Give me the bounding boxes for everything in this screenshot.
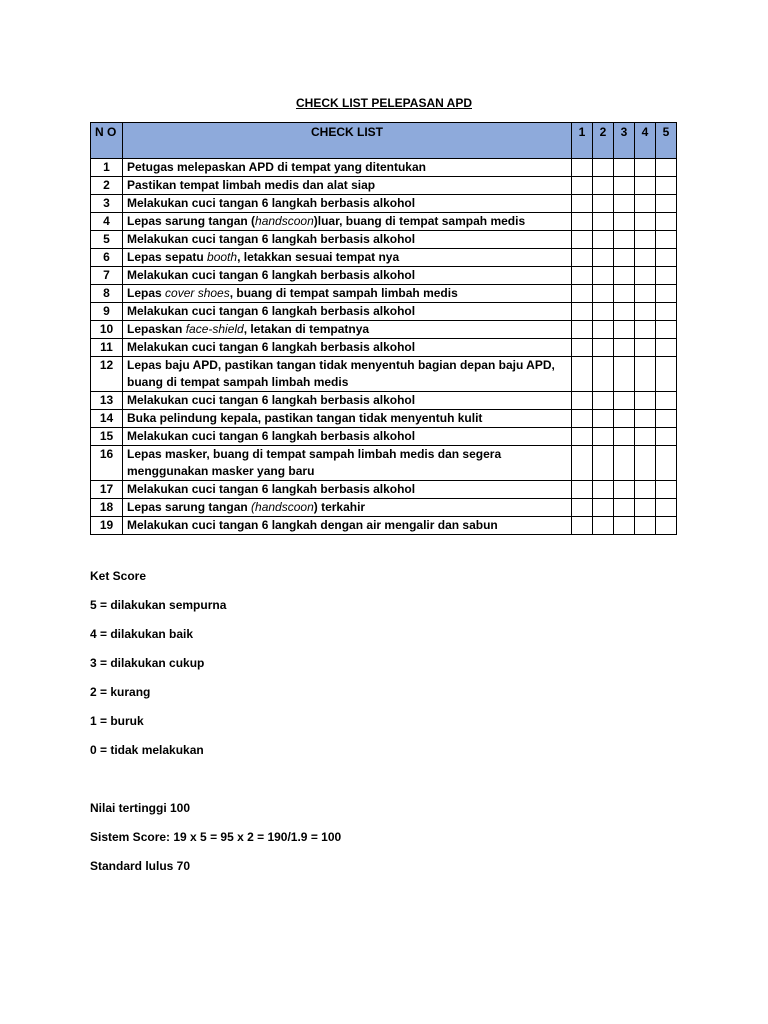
score-cell-1[interactable] (572, 446, 593, 481)
row-number: 17 (91, 481, 123, 499)
score-cell-4[interactable] (635, 195, 656, 213)
score-cell-4[interactable] (635, 321, 656, 339)
score-cell-2[interactable] (593, 321, 614, 339)
description-text: Lepas (127, 286, 166, 300)
score-cell-5[interactable] (656, 285, 677, 303)
header-checklist: CHECK LIST (123, 123, 572, 159)
score-cell-2[interactable] (593, 177, 614, 195)
row-description (123, 267, 572, 285)
score-cell-2[interactable] (593, 392, 614, 410)
score-cell-3[interactable] (614, 357, 635, 392)
score-cell-3[interactable] (614, 517, 635, 535)
table-row (91, 195, 677, 213)
score-cell-4[interactable] (635, 267, 656, 285)
description-text: Pastikan tempat limbah medis dan alat siap (127, 178, 376, 192)
max-score-note: Nilai tertinggi 100 (90, 801, 191, 815)
score-cell-2[interactable] (593, 195, 614, 213)
score-cell-2[interactable] (593, 249, 614, 267)
score-cell-2[interactable] (593, 357, 614, 392)
score-cell-1[interactable] (572, 177, 593, 195)
score-cell-5[interactable] (656, 249, 677, 267)
row-description (123, 481, 572, 499)
table-row (91, 285, 677, 303)
row-description (123, 499, 572, 517)
description-text: Lepaskan (127, 322, 186, 336)
score-cell-5[interactable] (656, 446, 677, 481)
italic-term: handscoon (255, 214, 314, 228)
score-cell-4[interactable] (635, 392, 656, 410)
table-row (91, 303, 677, 321)
score-cell-5[interactable] (656, 357, 677, 392)
score-cell-1[interactable] (572, 481, 593, 499)
row-description (123, 339, 572, 357)
score-cell-4[interactable] (635, 446, 656, 481)
checklist-table (90, 122, 677, 535)
score-cell-1[interactable] (572, 517, 593, 535)
row-number: 7 (91, 267, 123, 285)
row-number: 14 (91, 410, 123, 428)
score-cell-5[interactable] (656, 321, 677, 339)
score-cell-3[interactable] (614, 499, 635, 517)
description-text: Lepas sarung tangan ( (127, 214, 256, 228)
score-cell-3[interactable] (614, 285, 635, 303)
score-cell-5[interactable] (656, 267, 677, 285)
score-cell-1[interactable] (572, 285, 593, 303)
score-cell-1[interactable] (572, 249, 593, 267)
header-score-4: 4 (635, 123, 656, 159)
table-row (91, 249, 677, 267)
description-text: Melakukan cuci tangan 6 langkah berbasis alkohol (127, 304, 416, 318)
row-number: 5 (91, 231, 123, 249)
score-cell-5[interactable] (656, 303, 677, 321)
table-row (91, 339, 677, 357)
score-cell-4[interactable] (635, 231, 656, 249)
score-cell-2[interactable] (593, 303, 614, 321)
row-description (123, 446, 572, 481)
table-header-row (91, 123, 677, 159)
score-cell-3[interactable] (614, 159, 635, 177)
table-row (91, 231, 677, 249)
score-cell-3[interactable] (614, 339, 635, 357)
row-description (123, 303, 572, 321)
passing-standard-note: Standard lulus 70 (90, 859, 191, 873)
description-text: Melakukan cuci tangan 6 langkah berbasis alkohol (127, 482, 416, 496)
row-number: 9 (91, 303, 123, 321)
row-description (123, 517, 572, 535)
table-row (91, 517, 677, 535)
score-cell-2[interactable] (593, 446, 614, 481)
score-cell-3[interactable] (614, 428, 635, 446)
score-cell-4[interactable] (635, 357, 656, 392)
row-description (123, 410, 572, 428)
legend-heading: Ket Score (90, 569, 147, 583)
row-number: 1 (91, 159, 123, 177)
table-row (91, 177, 677, 195)
table-row (91, 357, 677, 392)
row-number: 12 (91, 357, 123, 392)
description-text: Lepas masker, buang di tempat sampah limbah medis dan segera menggunakan masker yang baru (127, 447, 502, 478)
score-cell-1[interactable] (572, 357, 593, 392)
score-cell-4[interactable] (635, 339, 656, 357)
description-text: Melakukan cuci tangan 6 langkah berbasis alkohol (127, 393, 416, 407)
score-cell-1[interactable] (572, 213, 593, 231)
score-cell-1[interactable] (572, 339, 593, 357)
score-cell-5[interactable] (656, 231, 677, 249)
description-text: Melakukan cuci tangan 6 langkah dengan air mengalir dan sabun (127, 518, 498, 532)
score-cell-3[interactable] (614, 392, 635, 410)
score-cell-3[interactable] (614, 481, 635, 499)
score-cell-1[interactable] (572, 428, 593, 446)
legend-item: 5 = dilakukan sempurna (90, 598, 227, 612)
score-cell-1[interactable] (572, 267, 593, 285)
score-cell-1[interactable] (572, 231, 593, 249)
table-row (91, 481, 677, 499)
score-cell-5[interactable] (656, 177, 677, 195)
table-row (91, 410, 677, 428)
score-cell-2[interactable] (593, 213, 614, 231)
header-score-3: 3 (614, 123, 635, 159)
score-cell-5[interactable] (656, 159, 677, 177)
table-row (91, 499, 677, 517)
score-cell-1[interactable] (572, 392, 593, 410)
page-title: CHECK LIST PELEPASAN APD (295, 96, 472, 110)
score-cell-4[interactable] (635, 517, 656, 535)
score-cell-3[interactable] (614, 195, 635, 213)
score-cell-4[interactable] (635, 285, 656, 303)
score-cell-3[interactable] (614, 303, 635, 321)
row-number: 3 (91, 195, 123, 213)
score-cell-2[interactable] (593, 481, 614, 499)
legend-item: 4 = dilakukan baik (90, 627, 194, 641)
description-text: , buang di tempat sampah limbah medis (229, 286, 458, 300)
score-cell-5[interactable] (656, 517, 677, 535)
score-cell-5[interactable] (656, 339, 677, 357)
score-cell-4[interactable] (635, 177, 656, 195)
row-number: 15 (91, 428, 123, 446)
description-text: Buka pelindung kepala, pastikan tangan tidak menyentuh kulit (127, 411, 483, 425)
description-text: )luar, buang di tempat sampah medis (313, 214, 526, 228)
description-text: Petugas melepaskan APD di tempat yang ditentukan (127, 160, 426, 174)
row-number: 18 (91, 499, 123, 517)
italic-term: booth (207, 250, 238, 264)
score-cell-2[interactable] (593, 499, 614, 517)
table-row (91, 428, 677, 446)
score-cell-3[interactable] (614, 177, 635, 195)
row-number: 6 (91, 249, 123, 267)
header-no: N O (91, 123, 123, 159)
score-cell-4[interactable] (635, 428, 656, 446)
score-cell-5[interactable] (656, 195, 677, 213)
score-cell-5[interactable] (656, 481, 677, 499)
row-description (123, 159, 572, 177)
description-text: , letakkan sesuai tempat nya (237, 250, 400, 264)
score-cell-1[interactable] (572, 303, 593, 321)
description-text: Melakukan cuci tangan 6 langkah berbasis alkohol (127, 268, 416, 282)
table-row (91, 446, 677, 481)
score-cell-2[interactable] (593, 231, 614, 249)
score-cell-2[interactable] (593, 267, 614, 285)
score-cell-1[interactable] (572, 195, 593, 213)
score-cell-1[interactable] (572, 159, 593, 177)
row-description (123, 285, 572, 303)
table-row (91, 159, 677, 177)
score-cell-4[interactable] (635, 159, 656, 177)
row-number: 8 (91, 285, 123, 303)
row-description (123, 231, 572, 249)
score-cell-2[interactable] (593, 285, 614, 303)
score-cell-5[interactable] (656, 428, 677, 446)
score-cell-4[interactable] (635, 249, 656, 267)
row-number: 10 (91, 321, 123, 339)
description-text: Lepas sarung tangan (127, 500, 252, 514)
score-cell-4[interactable] (635, 481, 656, 499)
score-cell-4[interactable] (635, 499, 656, 517)
score-cell-2[interactable] (593, 159, 614, 177)
row-number: 2 (91, 177, 123, 195)
score-cell-2[interactable] (593, 410, 614, 428)
row-description (123, 249, 572, 267)
score-cell-1[interactable] (572, 499, 593, 517)
score-cell-4[interactable] (635, 410, 656, 428)
italic-term: face-shield (185, 322, 244, 336)
table-row (91, 321, 677, 339)
description-text: Lepas baju APD, pastikan tangan tidak menyentuh bagian depan baju APD, buang di tempat sampah limbah medis (127, 358, 555, 389)
description-text: Melakukan cuci tangan 6 langkah berbasis alkohol (127, 196, 416, 210)
score-cell-3[interactable] (614, 249, 635, 267)
row-number: 11 (91, 339, 123, 357)
score-system-note: Sistem Score: 19 x 5 = 95 x 2 = 190/1.9 = 100 (90, 830, 342, 844)
score-cell-2[interactable] (593, 517, 614, 535)
row-number: 13 (91, 392, 123, 410)
score-cell-1[interactable] (572, 410, 593, 428)
header-score-1: 1 (572, 123, 593, 159)
score-cell-3[interactable] (614, 410, 635, 428)
row-description (123, 177, 572, 195)
score-cell-2[interactable] (593, 339, 614, 357)
description-text: ) terkahir (313, 500, 366, 514)
score-cell-3[interactable] (614, 446, 635, 481)
description-text: Melakukan cuci tangan 6 langkah berbasis alkohol (127, 232, 416, 246)
row-description (123, 213, 572, 231)
row-description (123, 195, 572, 213)
table-row (91, 213, 677, 231)
row-description (123, 357, 572, 392)
row-number: 16 (91, 446, 123, 481)
score-cell-5[interactable] (656, 410, 677, 428)
description-text: Melakukan cuci tangan 6 langkah berbasis alkohol (127, 429, 416, 443)
description-text: Melakukan cuci tangan 6 langkah berbasis alkohol (127, 340, 416, 354)
score-cell-3[interactable] (614, 321, 635, 339)
description-text: Lepas sepatu (127, 250, 208, 264)
row-description (123, 392, 572, 410)
legend-item: 1 = buruk (90, 714, 144, 728)
header-score-5: 5 (656, 123, 677, 159)
score-legend (90, 568, 341, 887)
row-number: 4 (91, 213, 123, 231)
italic-term: (handscoon (251, 500, 314, 514)
row-description (123, 428, 572, 446)
checklist-body (91, 159, 677, 535)
score-cell-2[interactable] (593, 428, 614, 446)
score-cell-3[interactable] (614, 213, 635, 231)
table-row (91, 392, 677, 410)
header-score-2: 2 (593, 123, 614, 159)
score-cell-3[interactable] (614, 231, 635, 249)
score-cell-5[interactable] (656, 213, 677, 231)
table-row (91, 267, 677, 285)
row-number: 19 (91, 517, 123, 535)
legend-item: 0 = tidak melakukan (90, 743, 204, 757)
legend-item: 2 = kurang (90, 685, 151, 699)
score-cell-3[interactable] (614, 267, 635, 285)
score-cell-5[interactable] (656, 499, 677, 517)
score-cell-5[interactable] (656, 392, 677, 410)
italic-term: cover shoes (165, 286, 230, 300)
score-cell-4[interactable] (635, 213, 656, 231)
row-description (123, 321, 572, 339)
description-text: , letakan di tempatnya (243, 322, 370, 336)
score-cell-1[interactable] (572, 321, 593, 339)
legend-item: 3 = dilakukan cukup (90, 656, 205, 670)
score-cell-4[interactable] (635, 303, 656, 321)
